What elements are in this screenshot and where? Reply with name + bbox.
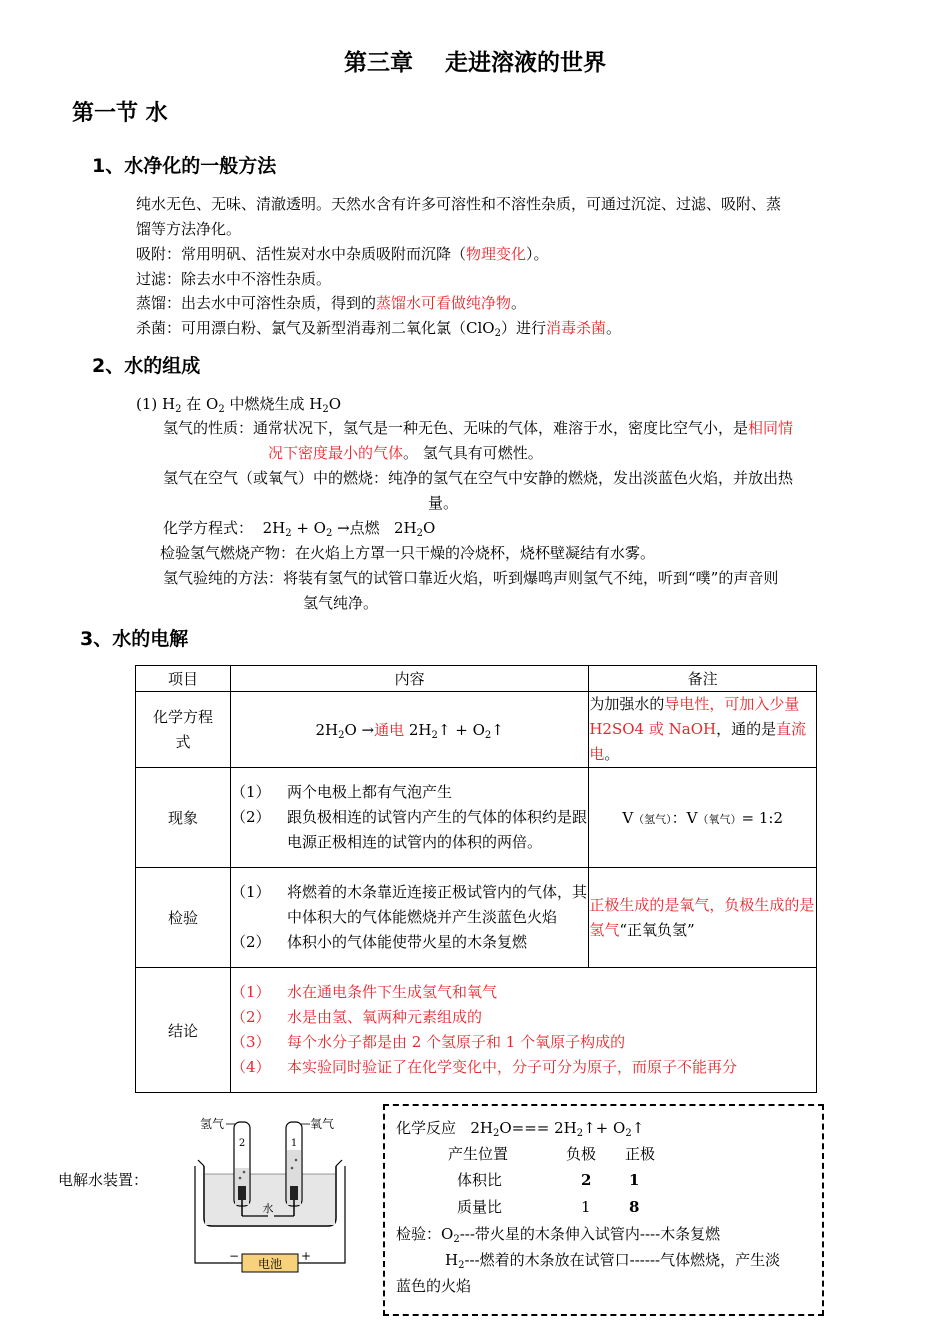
battery-plus: + [300, 1249, 312, 1263]
s2-property-line1: 氢气的性质：通常状况下，氢气是一种无色、无味的气体，难溶于水，密度比空气小，是相同情 [163, 419, 794, 437]
s1-sterilize: 杀菌：可用漂白粉、氯气及新型消毒剂二氧化氯（ClO$_2$）进行消毒杀菌。 [136, 319, 621, 339]
s1-line1: 纯水无色、无味、清澈透明。天然水含有许多可溶性和不溶性杂质，可通过沉淀、过滤、吸附、蒸 [136, 195, 782, 213]
row-label-phenomenon: 现象 [136, 768, 231, 868]
chapter-name: 走进溶液的世界 [445, 50, 607, 76]
box-test-h2-line1: $H_2---$燃着的木条放在试管口------气体燃烧，产生淡 [445, 1251, 781, 1271]
oxygen-label: 氧气 [310, 1117, 335, 1131]
box-test-o2: 检验：$O_2---$带火星的木条伸入试管内----木条复燃 [396, 1225, 721, 1245]
battery-label: 电池 [257, 1257, 283, 1271]
conclusion-list [230, 968, 816, 1093]
list-item: （3） 每个水分子都是由 2 个氢原子和 1 个氧原子构成的 [230, 1033, 626, 1051]
table-header-row [136, 666, 817, 692]
box-mass-negative: 1 [581, 1198, 591, 1216]
table-row-phenomenon [136, 768, 817, 868]
header-content: 内容 [230, 666, 588, 692]
apparatus-label: 电解水装置： [58, 1171, 149, 1189]
test-note: 正极生成的是氧气，负极生成的是氢气“正氧负氢” [589, 868, 817, 968]
s2-heading: 2、水的组成 [92, 355, 201, 377]
s2-property-line2: 况下密度最小的气体。 氢气具有可燃性。 [268, 444, 543, 462]
box-volume-negative: 2 [581, 1171, 592, 1189]
box-test-h2-line2: 蓝色的火焰 [396, 1277, 472, 1295]
battery-minus: − [228, 1249, 240, 1263]
summary-box [383, 1104, 824, 1316]
water-label: 水 [262, 1202, 274, 1215]
box-position-label: 产生位置 [448, 1145, 509, 1163]
s2-burn-line2: 量。 [428, 494, 459, 512]
table-row-equation [136, 692, 817, 768]
chapter-number: 第三章 [343, 50, 413, 76]
equation-note: 为加强水的导电性，可加入少量 H2SO4 或 NaOH，通的是直流电。 [589, 692, 817, 768]
box-reaction: 化学反应 $2H_2O===$ $2H_2↑+$ $O_2↑$ [396, 1119, 645, 1139]
list-item: （4） 本实验同时验证了在化学变化中，分子可分为原子，而原子不能再分 [230, 1058, 737, 1076]
box-positive-label: 正极 [625, 1145, 656, 1163]
s2-check: 检验氢气燃烧产物：在火焰上方罩一只干燥的冷烧杯，烧杯壁凝结有水雾。 [160, 544, 656, 562]
box-mass-label: 质量比 [457, 1198, 503, 1216]
list-item: （2） 水是由氢、氧两种元素组成的 [230, 1008, 482, 1026]
s1-filter: 过滤：除去水中不溶性杂质。 [136, 270, 332, 288]
s2-equation: 化学方程式： $2H_2 + O_2$ →点燃 $2H_2O$ [163, 519, 436, 539]
table-row-conclusion [136, 968, 817, 1093]
header-note: 备注 [589, 666, 817, 692]
s3-heading: 3、水的电解 [80, 628, 189, 650]
s1-adsorb: 吸附：常用明矾、活性炭对水中杂质吸附而沉降（物理变化）。 [136, 245, 549, 263]
electrolysis-apparatus-diagram [190, 1108, 360, 1280]
list-item: （2） 跟负极相连的试管内产生的气体的体积约是跟电源正极相连的试管内的体积的两倍。 [230, 808, 587, 851]
row-label-test: 检验 [136, 868, 231, 968]
tube-scale-left: 2 [238, 1138, 246, 1149]
equation-content: $2H_2O$ →通电 $2H_2↑$ + $O_2↑$ [230, 692, 588, 768]
s2-item1: (1) $H_2$ 在 $O_2$ 中燃烧生成 $H_2O$ [136, 395, 342, 415]
s1-heading: 1、水净化的一般方法 [92, 155, 277, 177]
list-item: （2） 体积小的气体能使带火星的木条复燃 [230, 933, 527, 951]
list-item: （1） 两个电极上都有气泡产生 [230, 783, 452, 801]
box-negative-label: 负极 [566, 1145, 597, 1163]
s1-distill: 蒸馏：出去水中可溶性杂质，得到的蒸馏水可看做纯净物。 [136, 294, 527, 312]
table-row-test [136, 868, 817, 968]
s2-pure-line2: 氢气纯净。 [303, 594, 379, 612]
list-item: （1） 水在通电条件下生成氢气和氧气 [230, 983, 497, 1001]
row-label-conclusion: 结论 [136, 968, 231, 1093]
list-item: （1） 将燃着的木条靠近连接正极试管内的气体，其中体积大的气体能燃烧并产生淡蓝色火焰 [230, 883, 587, 926]
box-mass-positive: 8 [629, 1198, 640, 1216]
s2-pure-line1: 氢气验纯的方法：将装有氢气的试管口靠近火焰，听到爆鸣声则氢气不纯，听到“噗”的声音则 [163, 569, 779, 587]
s2-burn-line1: 氢气在空气（或氧气）中的燃烧：纯净的氢气在空气中安静的燃烧，发出淡蓝色火焰，并放出热 [163, 469, 794, 487]
box-volume-label: 体积比 [457, 1171, 503, 1189]
box-volume-positive: 1 [629, 1171, 640, 1189]
test-list [230, 868, 588, 968]
electrolysis-table [135, 665, 817, 1093]
hydrogen-label: 氢气 [200, 1117, 225, 1131]
section-title: 第一节 水 [72, 101, 168, 126]
volume-ratio-note: V（氢气）：V（氧气）= 1:2 [589, 768, 817, 868]
tube-scale-right: 1 [290, 1138, 298, 1149]
row-label-equation: 化学方程式 [136, 692, 231, 768]
s1-line2: 馏等方法净化。 [136, 220, 242, 238]
header-item: 项目 [136, 666, 231, 692]
phenomenon-list [230, 768, 588, 868]
page-title [0, 44, 950, 77]
